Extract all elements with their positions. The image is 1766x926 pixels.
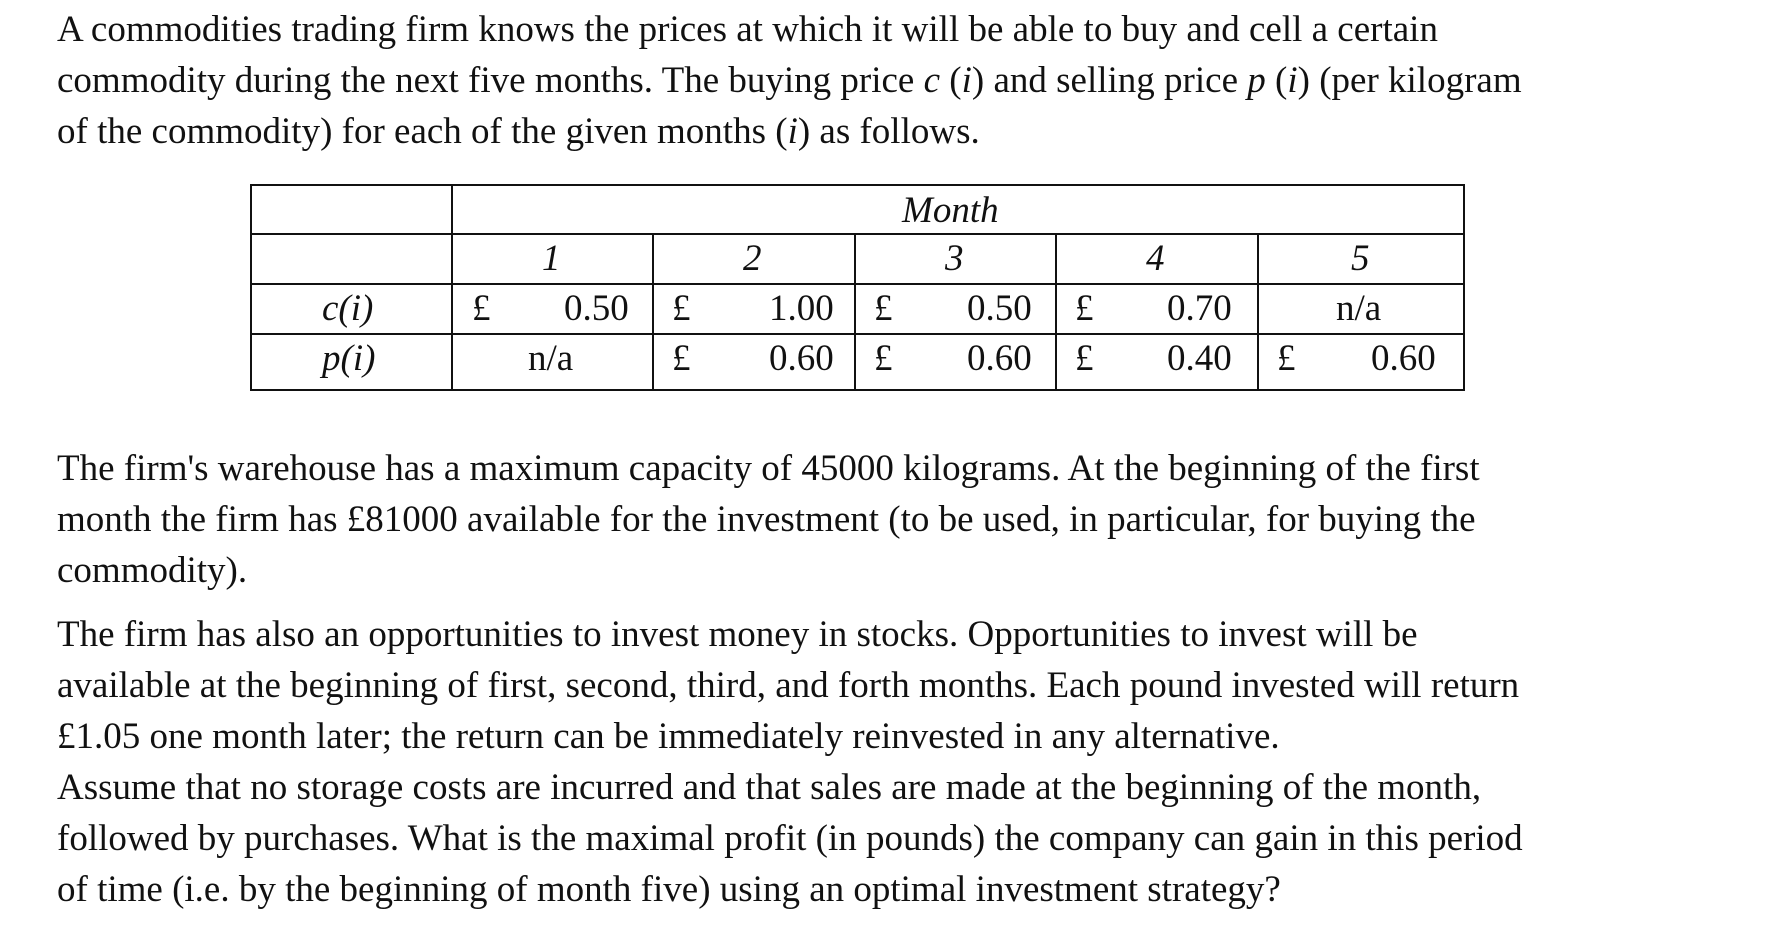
month-number: 5 <box>1351 238 1370 279</box>
variable-p: p <box>1247 60 1266 101</box>
currency-symbol: £ <box>874 288 893 329</box>
stocks-line-5: followed by purchases. What is the maximal profit (in pounds) the company can gain in this period <box>57 818 1523 859</box>
text-run: ( <box>1265 60 1288 101</box>
stocks-line-3: £1.05 one month later; the return can be immediately reinvested in any alternative. <box>57 716 1280 757</box>
price-value: n/a <box>1336 288 1382 329</box>
currency-symbol: £ <box>1075 288 1094 329</box>
variable-i: i <box>787 111 798 152</box>
intro-line-2 <box>57 55 1717 106</box>
currency-symbol: £ <box>1075 338 1094 379</box>
price-value: 0.50 <box>564 288 629 329</box>
warehouse-line-3: commodity). <box>57 550 248 591</box>
price-value: 0.60 <box>1371 338 1436 379</box>
row-label-buying-price: c(i) <box>322 288 374 329</box>
currency-symbol: £ <box>672 288 691 329</box>
table-rule <box>252 233 1463 235</box>
variable-i: i <box>1287 60 1298 101</box>
table-rule <box>252 283 1463 285</box>
text-run: ) (per kilogram <box>1297 60 1522 101</box>
text-run: of the commodity) for each of the given months ( <box>57 111 788 152</box>
table-rule <box>854 233 856 389</box>
month-number: 1 <box>542 238 561 279</box>
table-rule <box>652 233 654 389</box>
text-run: ) and selling price <box>971 60 1248 101</box>
table-rule <box>451 186 453 389</box>
table-header-month: Month <box>902 190 999 231</box>
table-rule <box>252 333 1463 335</box>
variable-c: c <box>923 60 941 101</box>
price-value: 0.50 <box>967 288 1032 329</box>
variable-i: i <box>961 60 972 101</box>
currency-symbol: £ <box>672 338 691 379</box>
price-value: 0.60 <box>967 338 1032 379</box>
currency-symbol: £ <box>1277 338 1296 379</box>
table-rule <box>1257 233 1259 389</box>
intro-paragraph <box>57 4 1717 157</box>
stocks-line-4: Assume that no storage costs are incurred and that sales are made at the beginning of the month, <box>57 767 1482 808</box>
table-rule <box>1055 233 1057 389</box>
currency-symbol: £ <box>874 338 893 379</box>
text-run: ) as follows. <box>797 111 980 152</box>
price-value: 1.00 <box>769 288 834 329</box>
month-number: 2 <box>743 238 762 279</box>
text-run: commodity during the next five months. The buying price <box>57 60 924 101</box>
warehouse-line-1: The firm's warehouse has a maximum capacity of 45000 kilograms. At the beginning of the first <box>57 448 1480 489</box>
month-number: 4 <box>1146 238 1165 279</box>
row-label-selling-price: p(i) <box>322 338 376 379</box>
intro-line-1: A commodities trading firm knows the prices at which it will be able to buy and cell a certain <box>57 9 1438 50</box>
currency-symbol: £ <box>472 288 491 329</box>
text-run: ( <box>940 60 962 101</box>
warehouse-paragraph <box>57 443 1717 596</box>
stocks-line-6: of time (i.e. by the beginning of month five) using an optimal investment strategy? <box>57 869 1281 910</box>
price-table <box>250 184 1465 391</box>
price-value: 0.70 <box>1167 288 1232 329</box>
warehouse-line-2: month the firm has £81000 available for the investment (to be used, in particular, for buying the <box>57 499 1476 540</box>
stocks-line-1: The firm has also an opportunities to invest money in stocks. Opportunities to invest will be <box>57 614 1418 655</box>
intro-line-3 <box>57 106 1717 157</box>
price-value: n/a <box>528 338 574 379</box>
price-value: 0.60 <box>769 338 834 379</box>
price-value: 0.40 <box>1167 338 1232 379</box>
month-number: 3 <box>945 238 964 279</box>
stocks-paragraph <box>57 609 1717 915</box>
stocks-line-2: available at the beginning of first, second, third, and forth months. Each pound invested will return <box>57 665 1520 706</box>
